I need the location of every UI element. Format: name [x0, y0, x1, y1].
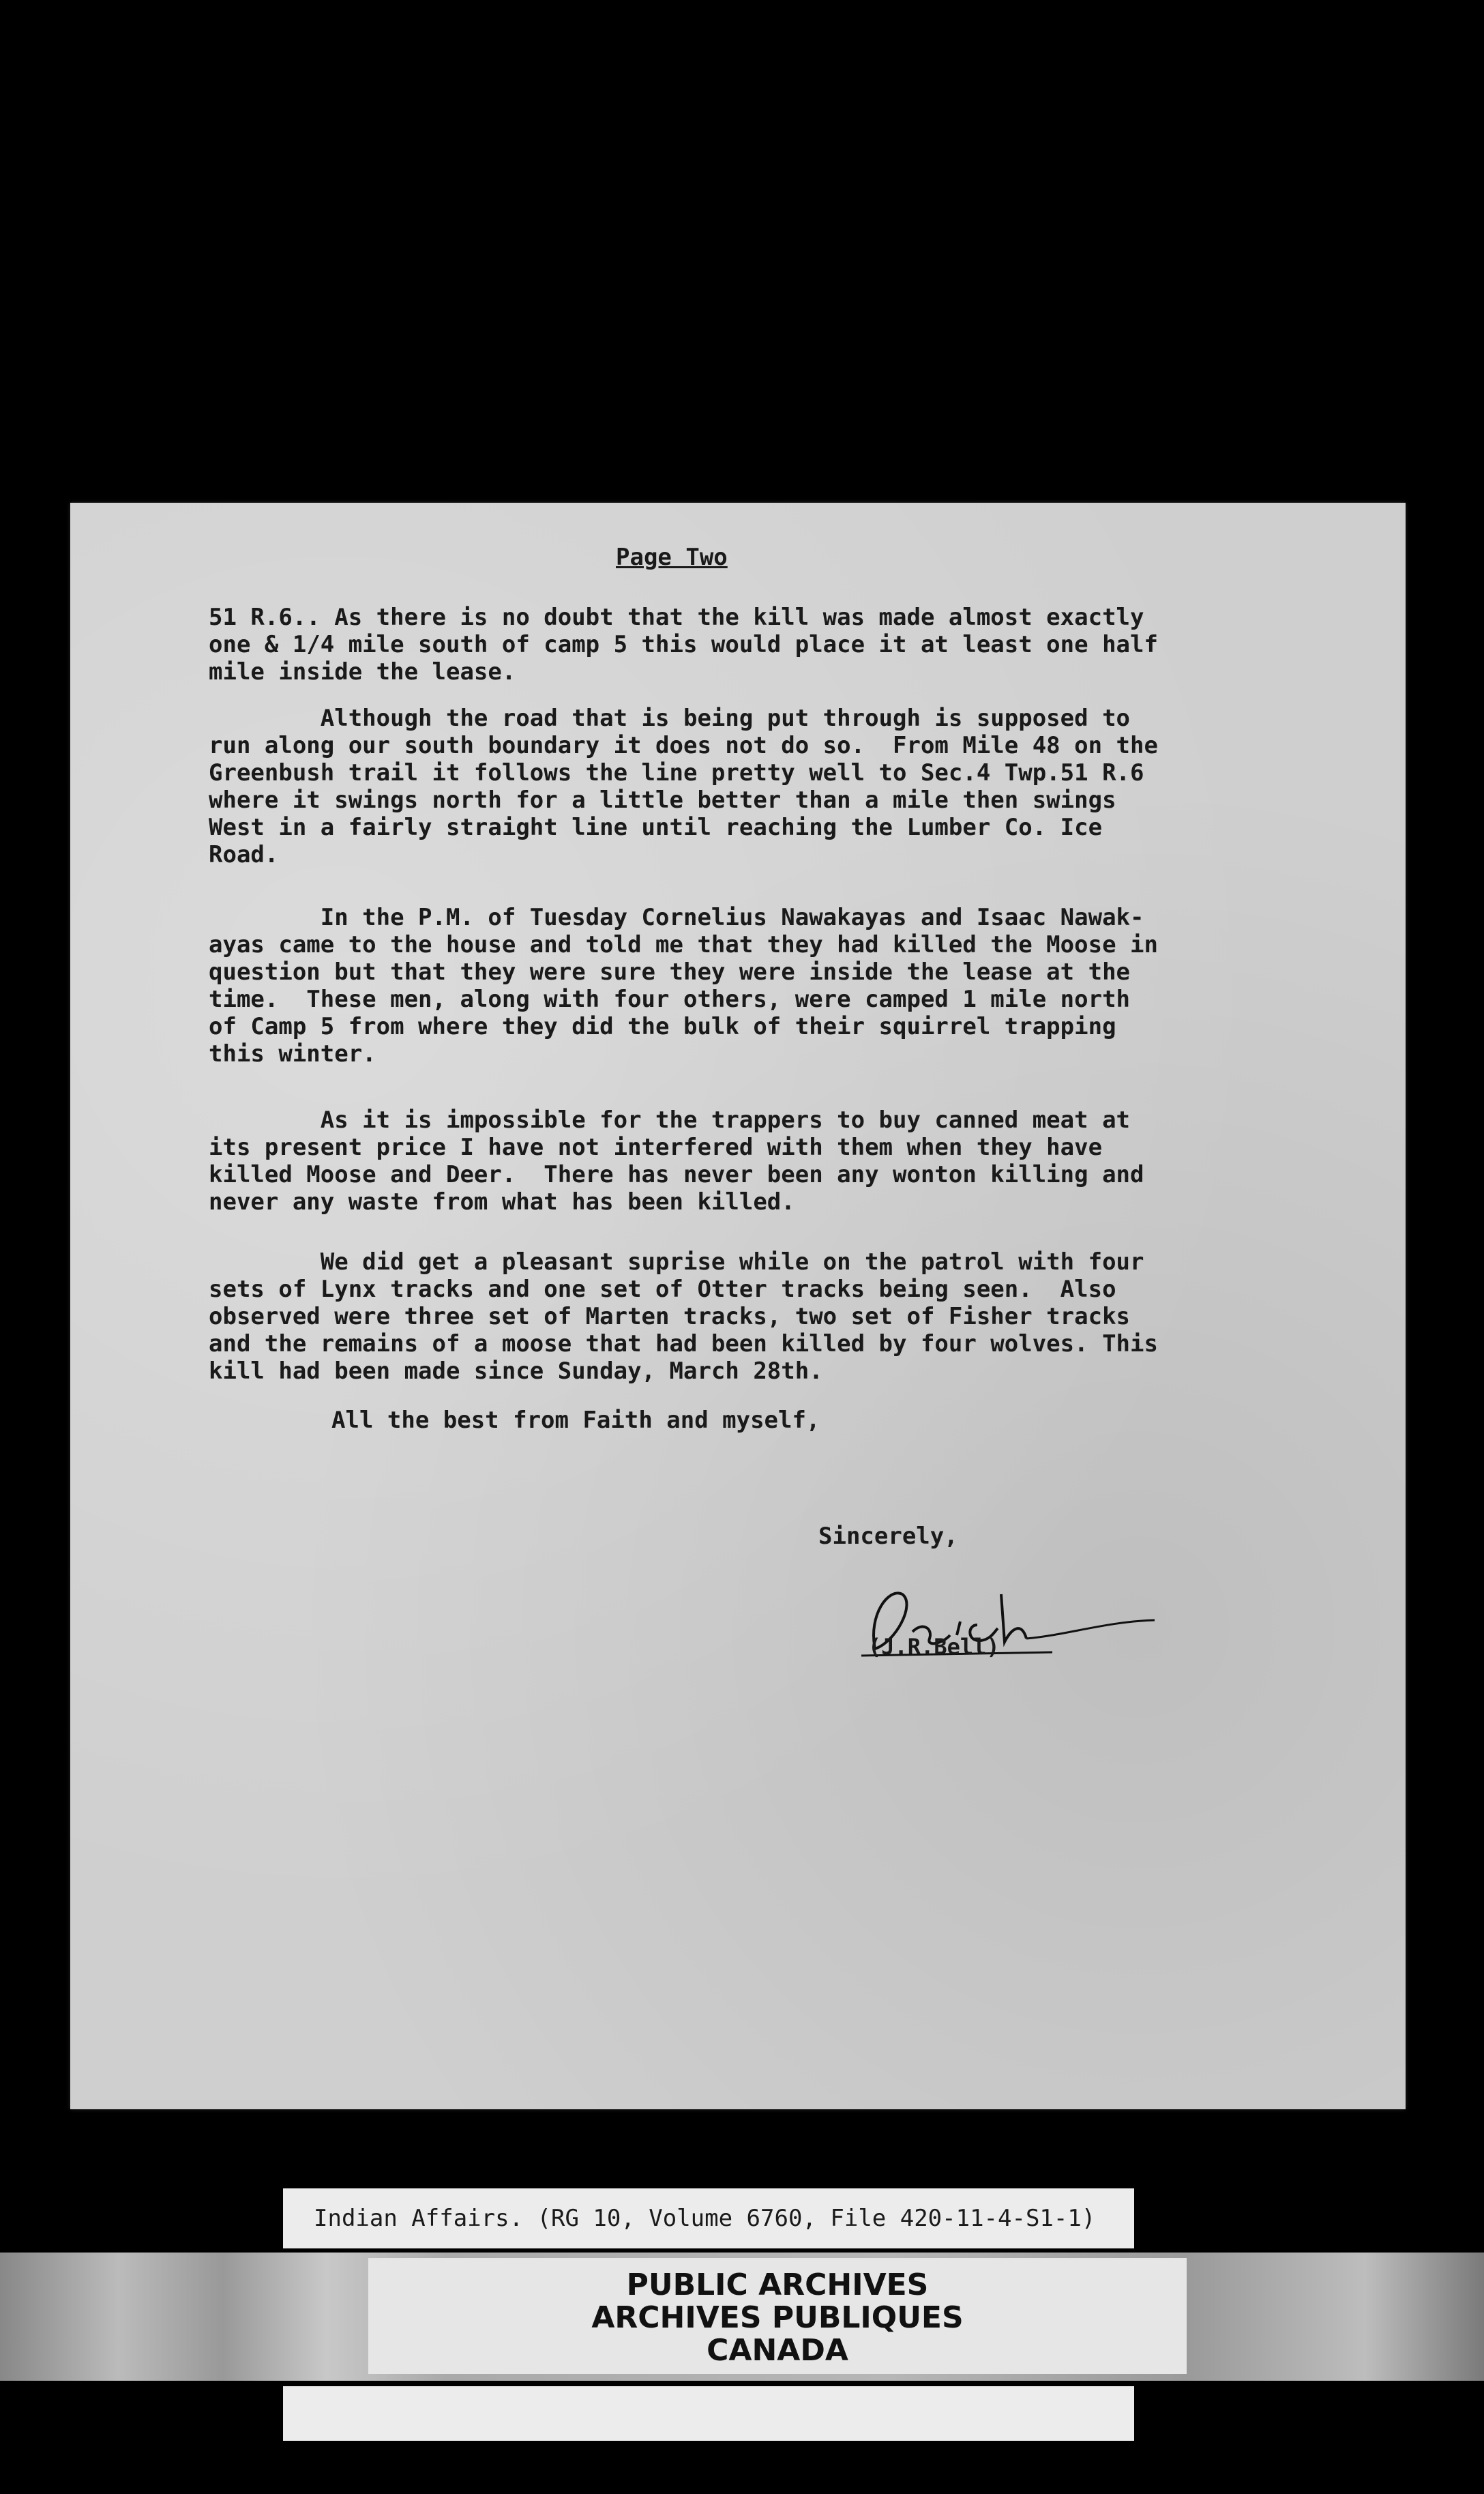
signer-name: (J.R.Bell) — [868, 1634, 1000, 1660]
archive-stamp — [368, 2258, 1187, 2374]
archive-stamp-line-3: CANADA — [707, 2333, 848, 2368]
paragraph-3: In the P.M. of Tuesday Cornelius Nawakayas and Isaac Nawak- ayas came to the house and told me that they had killed the Moose in question but that they were sure they were inside the lease at the time. These men, along with four others, were camped 1 mile north of Camp 5 from where they did the bulk of their squirrel trapping this winter. — [209, 904, 1158, 1068]
page-header: Page Two — [616, 544, 728, 571]
archive-stamp-line-1: PUBLIC ARCHIVES — [626, 2268, 929, 2302]
sign-off: Sincerely, — [818, 1523, 958, 1550]
paragraph-4: As it is impossible for the trappers to buy canned meat at its present price I have not interfered with them when they have killed Moose and Deer. There has never been any wonton killing and never any waste from what has been killed. — [209, 1106, 1144, 1216]
archive-reference: Indian Affairs. (RG 10, Volume 6760, File 420-11-4-S1-1) — [314, 2205, 1096, 2232]
paragraph-1: 51 R.6.. As there is no doubt that the kill was made almost exactly one & 1/4 mile south of camp 5 this would place it at least one half mile inside the lease. — [209, 604, 1158, 686]
paragraph-2: Although the road that is being put through is supposed to run along our south boundary it does not do so. From Mile 48 on the Greenbush trail it follows the line pretty well to Sec.4 Twp.51 R.6 where it swings north for a little better than a mile then swings West in a fairly straight line until reaching the Lumber Co. Ice Road. — [209, 705, 1158, 868]
bottom-label-strip — [283, 2386, 1134, 2441]
archive-reference-label — [283, 2188, 1134, 2248]
handwritten-signature — [848, 1567, 1175, 1683]
archive-stamp-line-2: ARCHIVES PUBLIQUES — [591, 2300, 964, 2335]
document-page — [70, 503, 1406, 2109]
closing-line: All the best from Faith and myself, — [331, 1407, 820, 1434]
paragraph-5: We did get a pleasant suprise while on the patrol with four sets of Lynx tracks and one set of Otter tracks being seen. Also observed were three set of Marten tracks, two set of Fisher tracks and the remains of a moose that had been killed by four wolves. This kill had been made since Sunday, March 28th. — [209, 1248, 1158, 1385]
